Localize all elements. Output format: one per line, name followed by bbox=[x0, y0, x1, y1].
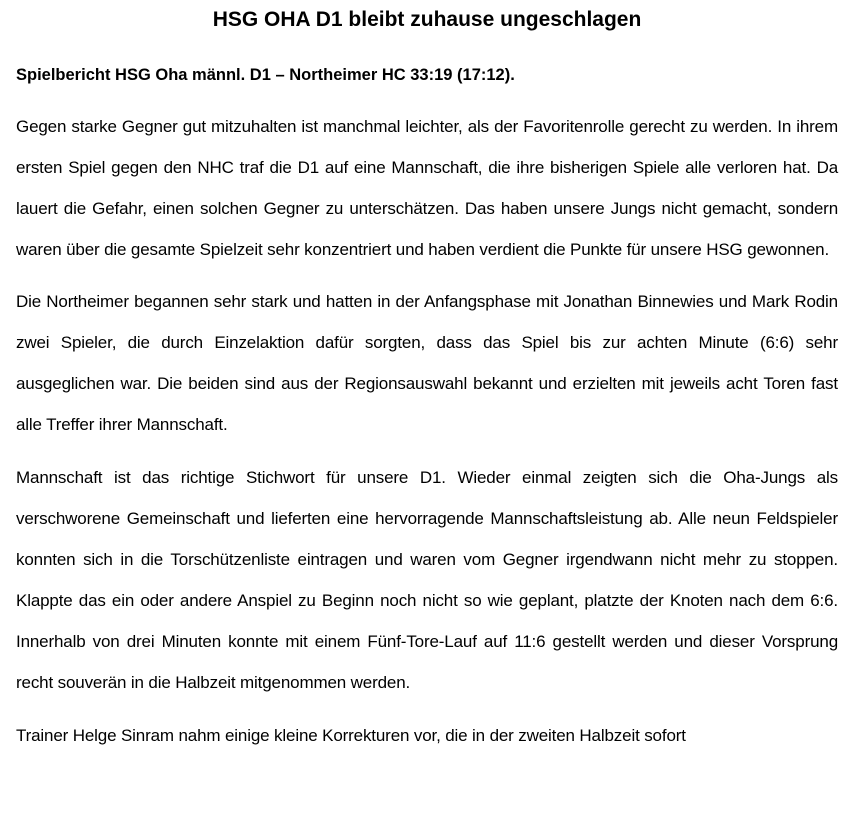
article-paragraph: Gegen starke Gegner gut mitzuhalten ist manchmal leichter, als der Favoritenrolle gerecht zu werden. In ihrem ersten Spiel gegen den NHC traf die D1 auf eine Mannschaft, die ihre bisherigen Spiele alle verloren hat. Da lauert die Gefahr, einen solchen Gegner zu unterschätzen. Das haben unsere Jungs nicht gemacht, sondern waren über die gesamte Spielzeit sehr konzentriert und haben verdient die Punkte für unsere HSG gewonnen. bbox=[16, 117, 838, 259]
article-subtitle: Spielbericht HSG Oha männl. D1 – Northeimer HC 33:19 (17:12). bbox=[16, 66, 515, 84]
article-title: HSG OHA D1 bleibt zuhause ungeschlagen bbox=[212, 8, 642, 31]
document-page bbox=[16, 0, 838, 756]
article-paragraph: Die Northeimer begannen sehr stark und hatten in der Anfangsphase mit Jonathan Binnewies und Mark Rodin zwei Spieler, die durch Einzelaktion dafür sorgten, dass das Spiel bis zur achten Minute (6:6) sehr ausgeglichen war. Die beiden sind aus der Regionsauswahl bekannt und erzielten mit jeweils acht Toren fast alle Treffer ihrer Mannschaft. bbox=[16, 292, 838, 434]
article-paragraph: Mannschaft ist das richtige Stichwort für unsere D1. Wieder einmal zeigten sich die Oha-Jungs als verschworene Gemeinschaft und lieferten eine hervorragende Mannschaftsleistung ab. Alle neun Feldspieler konnten sich in die Torschützenliste eintragen und waren vom Gegner irgendwann nicht mehr zu stoppen. Klappte das ein oder andere Anspiel zu Beginn noch nicht so wie geplant, platzte der Knoten nach dem 6:6. Innerhalb von drei Minuten konnte mit einem Fünf-Tore-Lauf auf 11:6 gestellt werden und dieser Vorsprung recht souverän in die Halbzeit mitgenommen werden. bbox=[16, 468, 838, 692]
article-paragraph: Trainer Helge Sinram nahm einige kleine Korrekturen vor, die in der zweiten Halbzeit sofort bbox=[16, 726, 686, 745]
